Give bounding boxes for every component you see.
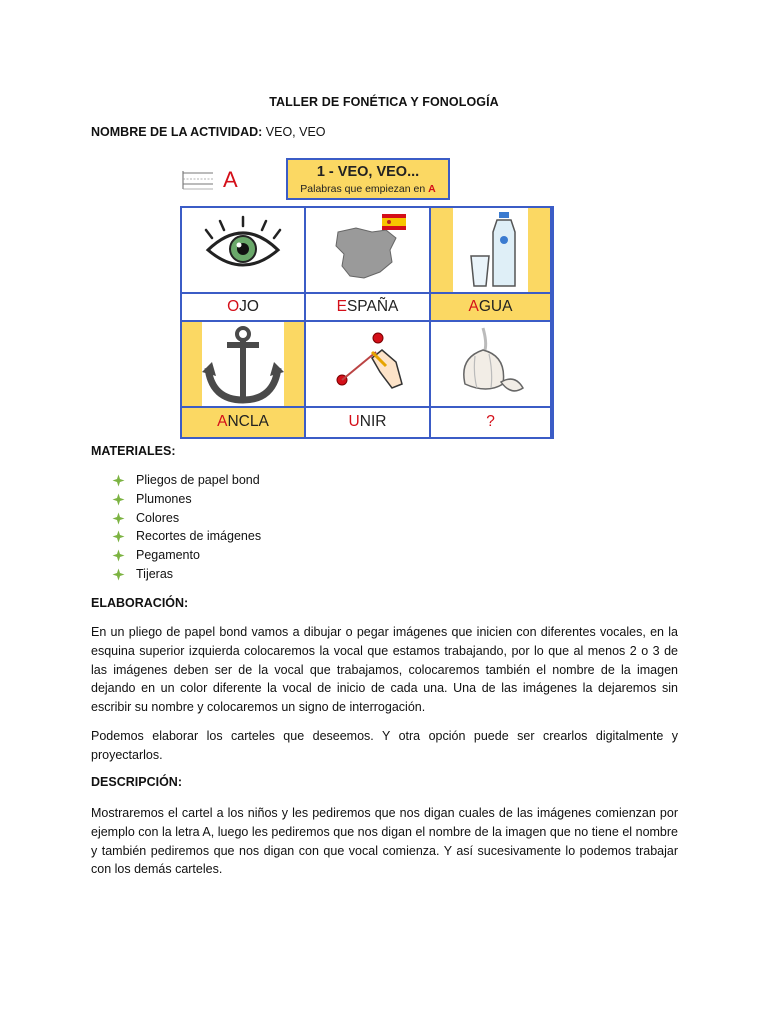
label-unir: UNIR	[306, 408, 431, 437]
elaboration-paragraph-1: En un pliego de papel bond vamos a dibujar o pegar imágenes que inicien con diferentes vocales, en la esquina superior izquierda colocaremos la vocal que estamos trabajando, por lo que al menos 2 o 3 de las imágenes deben ser de la vocal que trabajamos, colocaremos también el nombre de la imagen dejando en un color diferente la vocal de inicio de cada una. Una de las imágenes la dejaremos sin escribir su nombre y colocaremos un signo de interrogación.	[91, 625, 678, 715]
picture-grid	[180, 206, 554, 439]
banner-letter: A	[428, 183, 436, 195]
banner-title: 1 - VEO, VEO...	[316, 164, 420, 180]
label-question: ?	[431, 408, 552, 437]
card-banner	[286, 158, 450, 200]
anchor-icon	[182, 322, 304, 406]
banner-subtitle	[288, 183, 448, 195]
materials-heading: MATERIALES:	[91, 444, 176, 458]
bullet-icon	[112, 530, 125, 543]
bullet-icon	[112, 493, 125, 506]
activity-value: VEO, VEO	[265, 125, 326, 139]
label-espana: ESPAÑA	[306, 294, 431, 322]
list-item: Plumones	[112, 490, 261, 509]
picture-cell-garlic	[431, 322, 552, 408]
label-agua: AGUA	[431, 294, 552, 322]
veo-veo-card	[178, 156, 554, 440]
spain-map-icon	[306, 208, 429, 292]
connect-dots-icon	[306, 322, 429, 406]
label-ojo: OJO	[182, 294, 306, 322]
banner-subtitle-text: Palabras que empiezan en	[300, 183, 426, 195]
water-icon	[431, 208, 550, 292]
list-item: Recortes de imágenes	[112, 527, 261, 546]
bullet-icon	[112, 512, 125, 525]
eye-icon	[182, 208, 304, 292]
picture-cell-agua	[431, 208, 552, 294]
elaboration-paragraph-2: Podemos elaborar los carteles que deseemos. Y otra opción puede ser crearlos digitalmente y proyectarlos.	[91, 729, 678, 762]
list-item: Tijeras	[112, 565, 261, 584]
description-paragraph: Mostraremos el cartel a los niños y les pediremos que nos digan cuales de las imágenes comienzan por ejemplo con la letra A, luego les pediremos que nos digan el nombre de la imagen que no tiene el nombre y también pediremos que nos digan con que vocal comienza. Y así sucesivamente lo podemos trabajar con los demás carteles.	[91, 806, 678, 877]
garlic-icon	[431, 322, 550, 406]
activity-line	[91, 125, 326, 139]
card-letter: A	[223, 167, 238, 192]
picture-cell-ojo	[182, 208, 306, 294]
materials-list	[112, 471, 261, 584]
label-ancla: ANCLA	[182, 408, 306, 437]
list-item: Colores	[112, 509, 261, 528]
picture-cell-ancla	[182, 322, 306, 408]
activity-label: NOMBRE DE LA ACTIVIDAD:	[91, 125, 263, 139]
elaboration-heading: ELABORACIÓN:	[91, 596, 189, 610]
writing-lines-icon	[181, 169, 213, 191]
picture-cell-espana	[306, 208, 431, 294]
picture-cell-unir	[306, 322, 431, 408]
bullet-icon	[112, 549, 125, 562]
bullet-icon	[112, 474, 125, 487]
bullet-icon	[112, 568, 125, 581]
list-item: Pegamento	[112, 546, 261, 565]
list-item: Pliegos de papel bond	[112, 471, 261, 490]
page-title: TALLER DE FONÉTICA Y FONOLOGÍA	[269, 95, 499, 109]
description-heading: DESCRIPCIÓN:	[91, 775, 182, 789]
